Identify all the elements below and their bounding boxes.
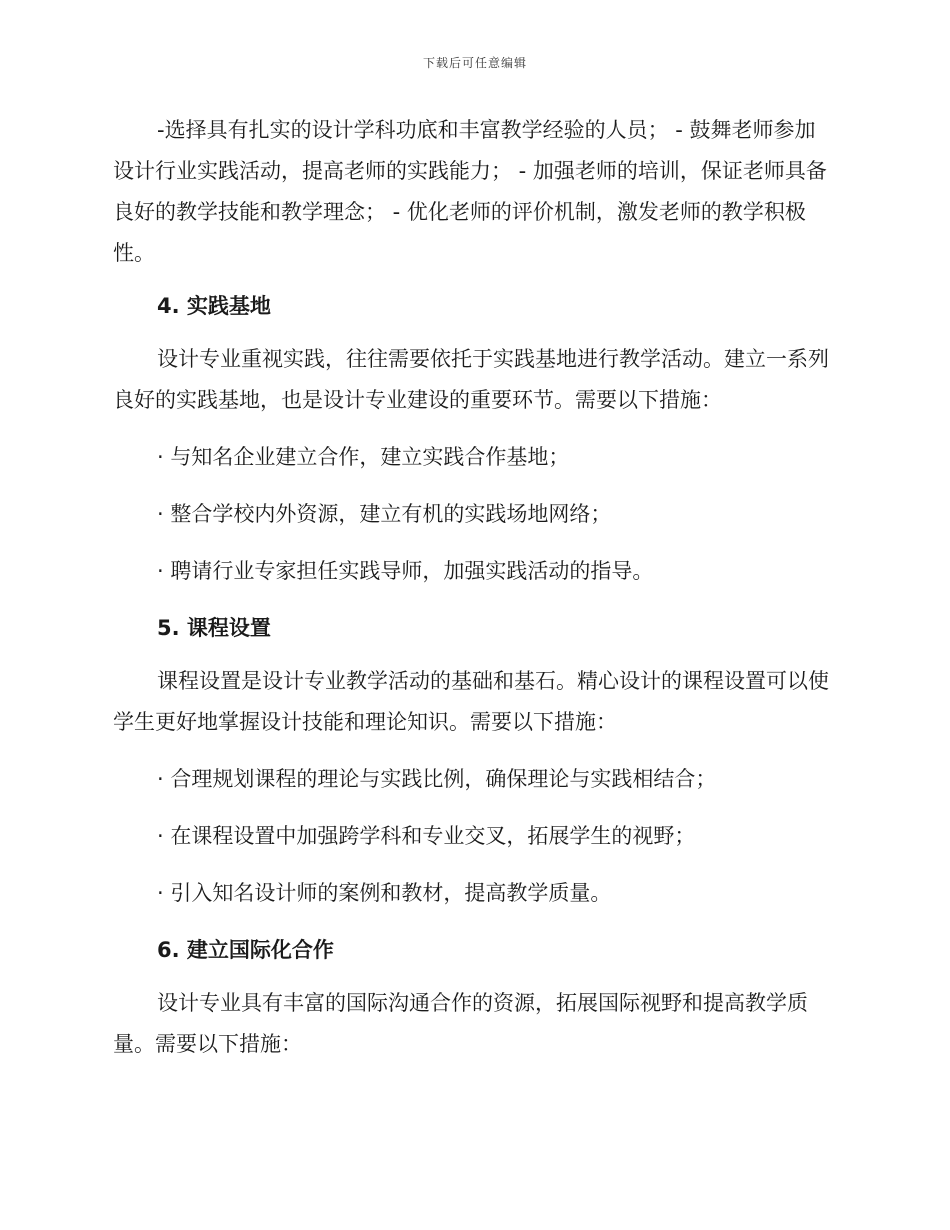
list-item: · 合理规划课程的理论与实践比例，确保理论与实践相结合； — [157, 767, 717, 791]
list-item: · 与知名企业建立合作，建立实践合作基地； — [157, 445, 570, 469]
list-item: · 整合学校内外资源，建立有机的实践场地网络； — [157, 502, 612, 526]
heading-international: 6. 建立国际化合作 — [157, 938, 334, 962]
list-item: · 在课程设置中加强跨学科和专业交叉，拓展学生的视野； — [157, 824, 696, 848]
page-header: 下载后可任意编辑 — [422, 56, 527, 70]
paragraph-international: 设计专业具有丰富的国际沟通合作的资源，拓展国际视野和提高教学质量。需要以下措施： — [113, 991, 808, 1056]
list-item: · 聘请行业专家担任实践导师，加强实践活动的指导。 — [157, 559, 654, 583]
list-item: · 引入知名设计师的案例和教材，提高教学质量。 — [157, 881, 612, 905]
heading-practice-base: 4. 实践基地 — [157, 294, 271, 318]
document-body — [113, 110, 835, 1077]
heading-curriculum: 5. 课程设置 — [157, 616, 271, 640]
paragraph-curriculum: 课程设置是设计专业教学活动的基础和基石。精心设计的课程设置可以使学生更好地掌握设计技能和理论知识。需要以下措施： — [113, 669, 829, 734]
paragraph-teacher-measures: -选择具有扎实的设计学科功底和丰富教学经验的人员； - 鼓舞老师参加设计行业实践活动，提高老师的实践能力； - 加强老师的培训，保证老师具备良好的教学技能和教学理念； - 优化老师的评价机制，激发老师的教学积极性。 — [113, 118, 827, 265]
paragraph-practice-base: 设计专业重视实践，往往需要依托于实践基地进行教学活动。建立一系列良好的实践基地，也是设计专业建设的重要环节。需要以下措施： — [113, 347, 829, 412]
